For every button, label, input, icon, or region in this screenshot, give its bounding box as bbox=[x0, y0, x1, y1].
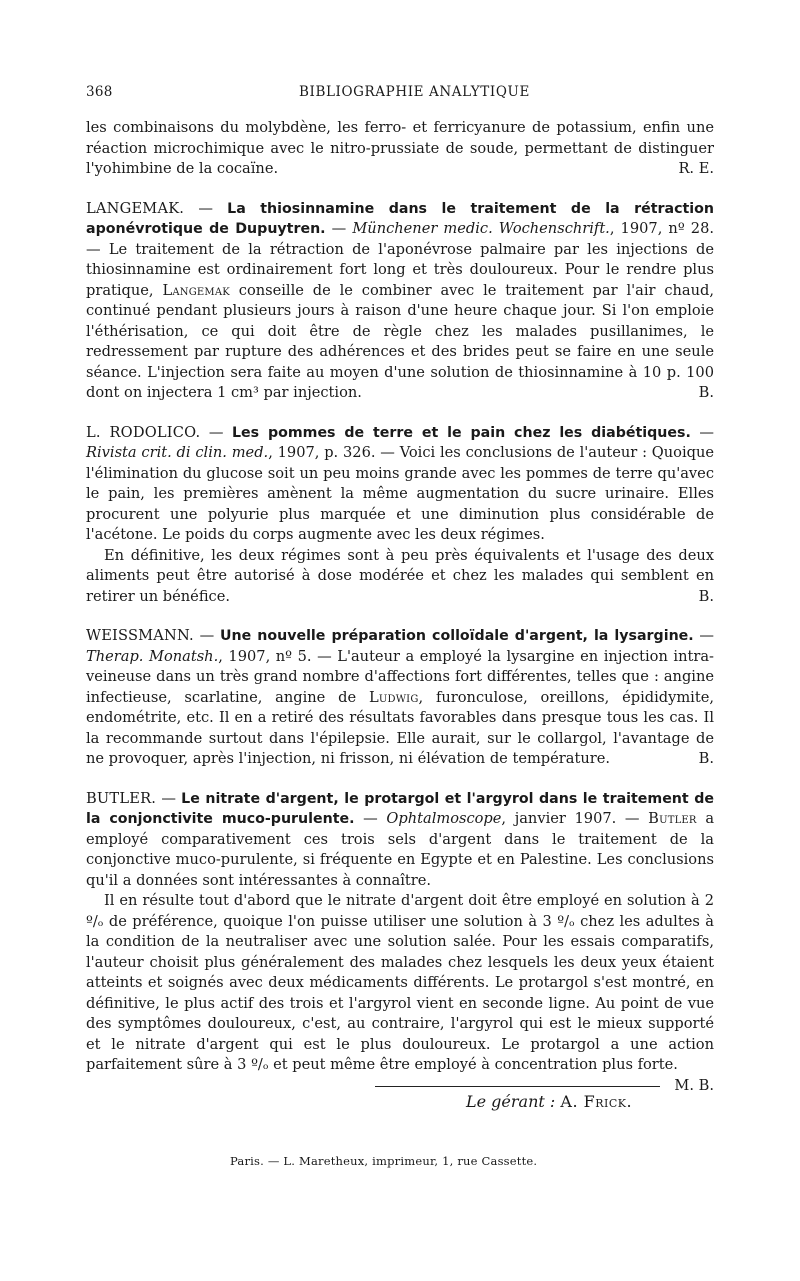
entry-title: Le nitrate d'argent, le protargol et l'argyrol dans le traitement de la conjonctivite muco-purulente. bbox=[86, 790, 714, 827]
entry-continuation bbox=[86, 118, 714, 180]
footer-rule bbox=[375, 1086, 660, 1087]
entry-segment: — bbox=[690, 423, 714, 441]
entry-text bbox=[86, 118, 714, 180]
journal-citation: Münchener medic. Wochenschrift. bbox=[352, 220, 610, 237]
author-name: Butler bbox=[648, 810, 697, 827]
gerant-name: A. Frick. bbox=[560, 1092, 633, 1111]
entry-segment: les combinaisons du molybdène, les ferro- et ferricyanure de potassium, enfin une réaction microchimique avec le nitro-prussiate de soude, permettant de distinguer l'yohimbine de la cocaïne. bbox=[86, 119, 714, 177]
gerant-line bbox=[466, 1092, 632, 1111]
entry-segment: , furonculose, oreillons, épididymite, endométrite, etc. Il en a retiré des résultats favorables dans presque tous les cas. Il la recommande surtout dans l'épilepsie. Elle aurait, sur le collargol, l'avantage de ne provoquer, après l'injection, ni frisson, ni élévation de température. bbox=[86, 688, 714, 767]
entry-segment: En définitive, les deux régimes sont à peu près équivalents et l'usage des deux aliments peut être autorisé à dose modérée et chez les malades qui semblent en retirer un bénéfice. bbox=[86, 546, 714, 605]
reviewer-signature: B. bbox=[698, 384, 714, 401]
entry-butler bbox=[86, 789, 715, 1094]
entry-langemak bbox=[86, 199, 714, 404]
reviewer-signature: B. bbox=[698, 587, 714, 605]
entry-segment: — bbox=[354, 810, 387, 827]
entry-text bbox=[86, 199, 714, 404]
author-name: Ludwig bbox=[368, 688, 419, 706]
entry-segment: — bbox=[325, 220, 353, 237]
entry-segment: — bbox=[193, 627, 220, 644]
printer-imprint: Paris. — L. Maretheux, imprimeur, 1, rue Cassette. bbox=[230, 1154, 538, 1168]
author-name: BUTLER. bbox=[86, 789, 157, 807]
entry-segment: — bbox=[200, 423, 232, 441]
entry-weissmann bbox=[86, 626, 714, 770]
author-name: L. RODOLICO. bbox=[86, 423, 201, 441]
entry-rodolico bbox=[86, 423, 714, 608]
author-name: LANGEMAK. bbox=[86, 199, 185, 217]
entry-segment: conseille de le combiner avec le traitement par l'air chaud, continué pendant plusieurs jours à raison d'une heure chaque jour. Si l'on emploie l'éthérisation, ce qui doit être de règle chez les malades pusillanimes, le redressement par rupture des adhérences et des brides peut se faire en une seule séance. L'injection sera faite au moyen d'une solution de thiosinnamine à 10 p. 100 dont on injectera 1 cm³ par injection. bbox=[86, 281, 714, 401]
entry-segment: , janvier 1907. — bbox=[501, 810, 649, 827]
entry-segment: a employé comparativement ces trois sels d'argent dans le traitement de la conjonctive muco-purulente, si fréquente en Egypte et en Palestine. Les conclusions qu'il a données sont intéressantes à connaître. bbox=[86, 810, 715, 889]
page bbox=[86, 84, 715, 1094]
entry-segment: , 1907, nº 5. — L'auteur a employé la lysargine en injection intra-veineuse dans un très grand nombre d'affections fort différentes, telles que : angine infectieuse, scarlatine, angine de bbox=[86, 647, 714, 706]
entry-text bbox=[86, 626, 714, 770]
article-body bbox=[86, 118, 714, 1096]
entry-title: Une nouvelle préparation colloïdale d'argent, la lysargine. bbox=[219, 628, 694, 644]
entry-title: Les pommes de terre et le pain chez les diabétiques. bbox=[232, 424, 691, 441]
author-name: WEISSMANN. bbox=[86, 627, 194, 644]
entry-title: La thiosinnamine dans le traitement de la rétraction aponévrotique de Dupuytren. bbox=[86, 200, 715, 237]
entry-segment: — bbox=[184, 199, 228, 217]
entry-segment: , 1907, p. 326. — Voici les conclusions de l'auteur : Quoique l'élimination du glucose soit un peu moins grande avec les pommes de terre qu'avec le pain, les premières amènent la même augmentation du sucre urinaire. Elles procurent une polyurie plus marquée et une diminution plus considérable de l'acétone. Le poids du corps augmente avec les deux régimes. bbox=[86, 444, 714, 543]
running-header bbox=[86, 84, 714, 104]
reviewer-signature: M. B. bbox=[674, 1076, 714, 1094]
entry-text bbox=[86, 789, 714, 892]
entry-text bbox=[86, 423, 714, 546]
entry-segment: — bbox=[156, 789, 182, 807]
reviewer-signature: R. E. bbox=[678, 160, 714, 177]
journal-citation: Therap. Monatsh. bbox=[86, 647, 219, 665]
entry-continuation-paragraph bbox=[86, 546, 714, 608]
page-number: 368 bbox=[86, 84, 113, 100]
entry-segment: , 1907, nº 28. — Le traitement de la rétraction de l'aponévrose palmaire par les injections de thiosinnamine est ordinairement fort long et très douloureux. Pour le rendre plus pratique, bbox=[86, 220, 714, 299]
gerant-label: Le gérant : bbox=[466, 1092, 556, 1111]
journal-citation: Ophtalmoscope bbox=[386, 810, 502, 827]
entry-segment: — bbox=[693, 627, 715, 644]
reviewer-signature: B. bbox=[698, 750, 714, 767]
entry-continuation-paragraph bbox=[86, 891, 714, 1094]
running-title: BIBLIOGRAPHIE ANALYTIQUE bbox=[299, 84, 530, 100]
journal-citation: Rivista crit. di clin. med. bbox=[86, 444, 269, 461]
author-name: Langemak bbox=[162, 281, 230, 299]
entry-segment: Il en résulte tout d'abord que le nitrate d'argent doit être employé en solution à 2 º/ₒ de préférence, quoique l'on puisse utiliser une solution à 3 º/ₒ chez les adultes à la condition de la neutraliser avec une solution salée. Pour les essais comparatifs, l'auteur choisit plus généralement des malades chez lesquels les deux yeux étaient atteints et soignés avec deux médicaments différents. Le protargol s'est montré, en définitive, le plus actif des trois et l'argyrol vient en seconde ligne. Au point de vue des symptômes douloureux, c'est, au contraire, l'argyrol qui est le mieux supporté et le nitrate d'argent qui est le plus douloureux. Le protargol a une action parfaitement sûre à 3 º/ₒ et peut même être employé à concentration plus forte. bbox=[86, 892, 714, 1073]
